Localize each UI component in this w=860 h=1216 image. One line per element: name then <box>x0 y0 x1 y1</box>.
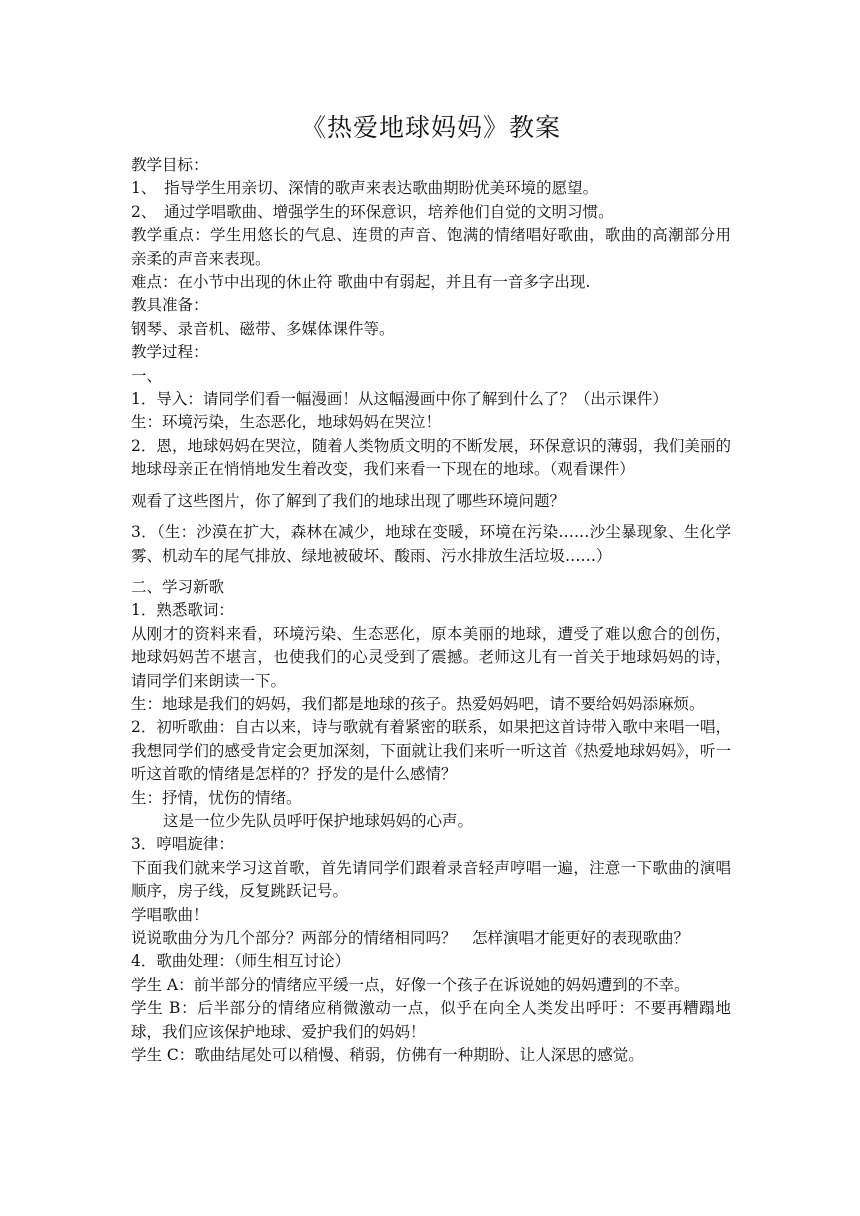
step-2: 2．恩，地球妈妈在哭泣，随着人类物质文明的不断发展，环保意识的薄弱，我们美丽的地球母亲正在悄悄地发生着改变，我们来看一下现在的地球。（观看课件） <box>131 436 731 479</box>
lyrics-text: 从刚才的资料来看，环境污染、生态恶化，原本美丽的地球，遭受了难以愈合的创伤，地球妈妈苦不堪言，也使我们的心灵受到了震撼。老师这儿有一首关于地球妈妈的诗，请同学们来朗读一下。 <box>131 624 731 690</box>
humming-heading: 3．哼唱旋律： <box>131 835 234 854</box>
student-b: 学生 B：后半部分的情绪应稍微激动一点，似乎在向全人类发出呼吁：不要再糟蹋地球，我们应该保护地球、爱护我们的妈妈！ <box>131 999 731 1041</box>
heading-teaching-goals: 教学目标： <box>131 156 209 174</box>
document-title: 《热爱地球妈妈》教案 <box>300 113 561 142</box>
document-page <box>131 108 731 1067</box>
humming-text: 下面我们就来学习这首歌，首先请同学们跟着录音轻声哼唱一遍，注意一下歌曲的演唱顺序，房子线，反复跳跃记号。 <box>131 858 731 901</box>
learn-song: 学唱歌曲！ <box>131 905 209 924</box>
lyrics-heading: 1．熟悉歌词： <box>131 601 234 620</box>
heading-materials: 教具准备： <box>131 296 209 315</box>
song-questions: 说说歌曲分为几个部分？两部分的情绪相同吗？ 怎样演唱才能更好的表现歌曲？ <box>131 929 690 947</box>
student-c: 学生 C：歌曲结尾处可以稍慢、稍弱，仿佛有一种期盼、让人深思的感觉。 <box>131 1046 644 1065</box>
student-poem: 生：地球是我们的妈妈，我们都是地球的孩子。热爱妈妈吧，请不要给妈妈添麻烦。 <box>131 694 705 713</box>
section-two-heading: 二、学习新歌 <box>131 577 225 596</box>
goal-1: 1、 指导学生用亲切、深情的歌声来表达歌曲期盼优美环境的愿望。 <box>131 179 599 198</box>
difficulties: 难点：在小节中出现的休止符 歌曲中有弱起，并且有一音多字出现. <box>131 273 591 292</box>
section-one: 一、 <box>131 366 163 385</box>
student-answer-2: 生：抒情，忧伤的情绪。 <box>131 788 302 807</box>
heading-process: 教学过程： <box>131 343 209 362</box>
materials: 钢琴、录音机、磁带、多媒体课件等。 <box>131 319 395 338</box>
student-a: 学生 A：前半部分的情绪应平缓一点，好像一个孩子在诉说她的妈妈遭到的不幸。 <box>131 975 690 994</box>
step-intro: 1．导入：请同学们看一幅漫画！从这幅漫画中你了解到什么了？（出示课件） <box>131 390 668 409</box>
key-points: 教学重点：学生用悠长的气息、连贯的声音、饱满的情绪唱好歌曲，歌曲的高潮部分用亲柔的声音来表现。 <box>131 226 731 268</box>
song-processing-heading: 4．歌曲处理：（师生相互讨论） <box>131 952 351 971</box>
goal-2: 2、 通过学唱歌曲、增强学生的环保意识，培养他们自觉的文明习惯。 <box>131 202 614 221</box>
voice-statement: 这是一位少先队员呼吁保护地球妈妈的心声。 <box>163 811 474 830</box>
step-3: 3．（生：沙漠在扩大，森林在减少，地球在变暖，环境在污染……沙尘暴现象、生化学雾、机动车的尾气排放、绿地被破坏、酸雨、污水排放生活垃圾……） <box>131 523 731 565</box>
student-answer-1: 生：环境污染，生态恶化，地球妈妈在哭泣！ <box>131 413 442 432</box>
question-pictures: 观看了这些图片，你了解到了我们的地球出现了哪些环境问题？ <box>131 491 566 510</box>
first-listen: 2．初听歌曲：自古以来，诗与歌就有着紧密的联系，如果把这首诗带入歌中来唱一唱，我想同学们的感受肯定会更加深刻，下面就让我们来听一听这首《热爱地球妈妈》，听一听这首歌的情绪是怎样的？抒发的是什么感情？ <box>131 718 731 784</box>
